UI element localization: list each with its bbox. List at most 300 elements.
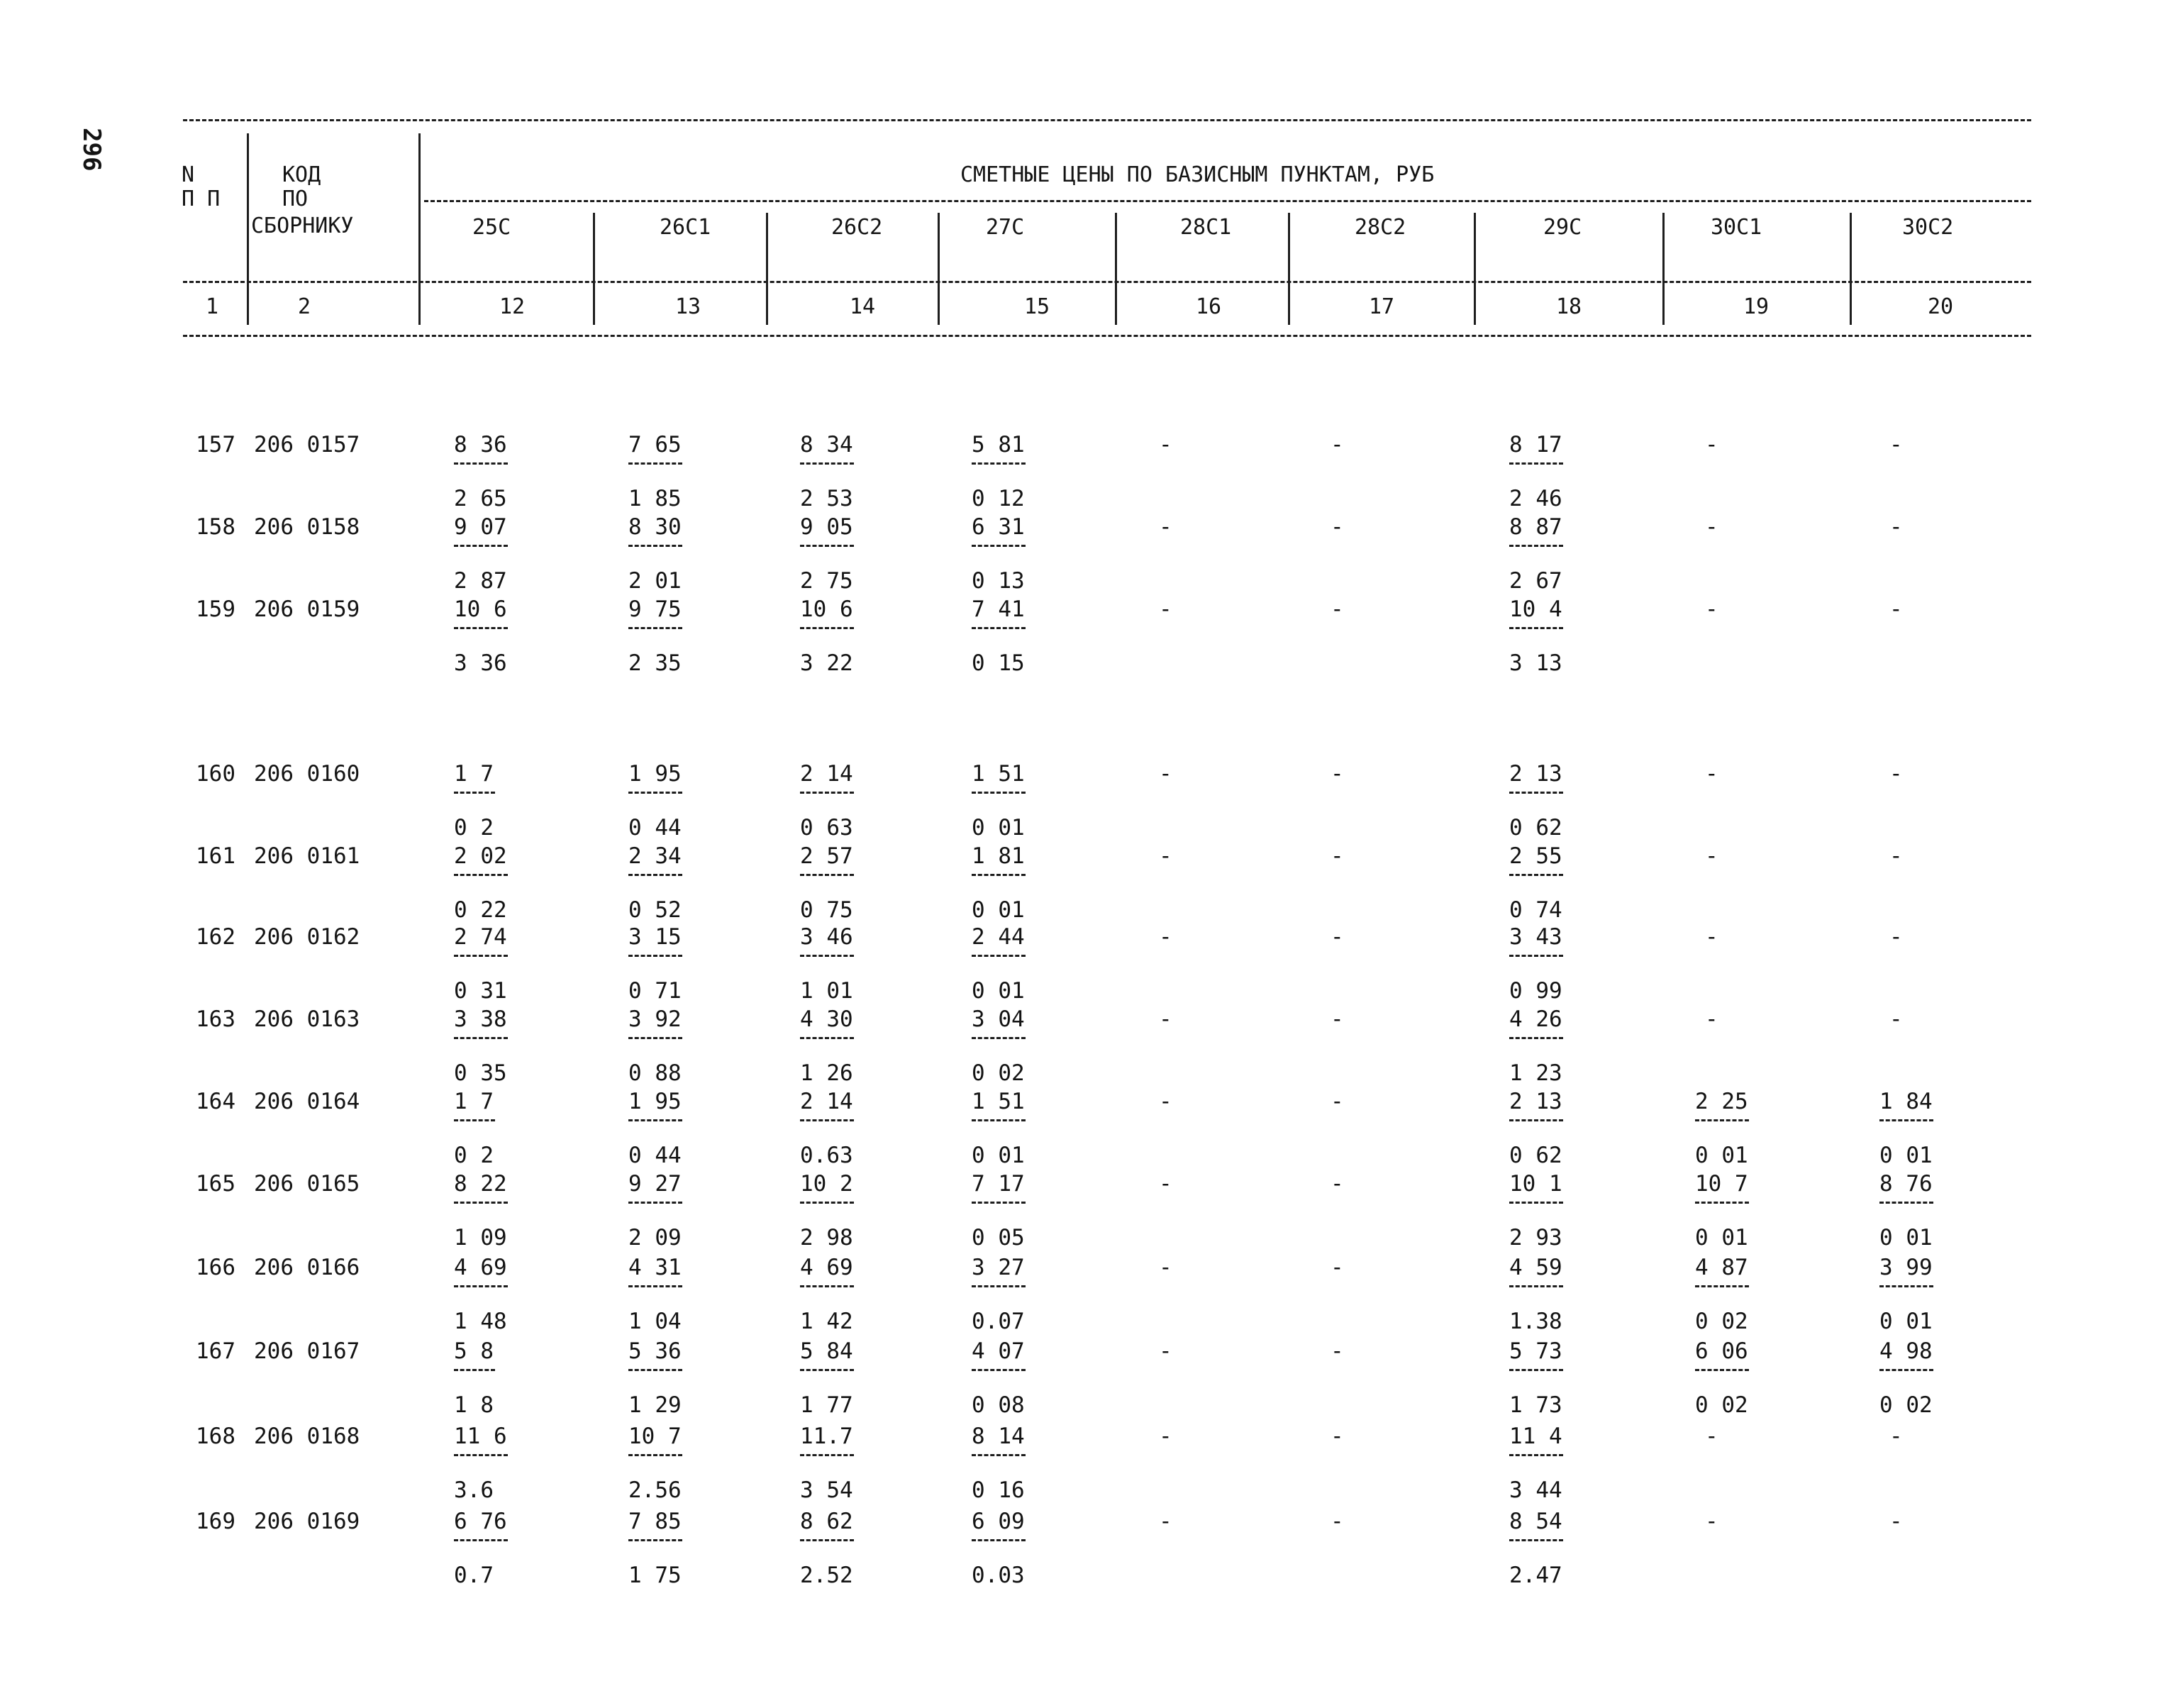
- cell-value: 8 17: [1509, 432, 1562, 458]
- cell-value: 10 4: [1509, 597, 1562, 622]
- cell-value: 5 36: [628, 1338, 682, 1364]
- cell-value: 11 4: [1509, 1424, 1562, 1449]
- cell-subvalue: 2 67: [1509, 568, 1562, 594]
- cell-value: 7 17: [972, 1171, 1025, 1197]
- cell-value: -: [1159, 514, 1172, 540]
- cell-value: -: [1159, 1424, 1172, 1449]
- header-column-number: 20: [1928, 294, 1954, 319]
- row-code: 206 0157: [254, 432, 360, 458]
- fraction-line: [800, 955, 854, 957]
- cell-subvalue: 0 01: [972, 815, 1025, 841]
- cell-value: -: [1159, 843, 1172, 869]
- cell-value: 6 31: [972, 514, 1025, 540]
- cell-subvalue: 1 8: [454, 1392, 494, 1418]
- cell-value: 1 7: [454, 1089, 494, 1114]
- cell-subvalue: 1 75: [628, 1563, 682, 1588]
- fraction-line: [800, 792, 854, 794]
- header-divider: [1115, 213, 1117, 325]
- header-n-line1: N: [182, 162, 195, 187]
- cell-subvalue: 0 01: [1695, 1225, 1748, 1250]
- fraction-line: [1695, 1369, 1749, 1371]
- header-top-rule: [183, 119, 2031, 121]
- fraction-line: [800, 627, 854, 629]
- cell-value: 6 76: [454, 1509, 507, 1534]
- cell-value: -: [1159, 924, 1172, 950]
- cell-value: 3 92: [628, 1006, 682, 1032]
- fraction-line: [1509, 462, 1563, 465]
- cell-value: 8 62: [800, 1509, 853, 1534]
- cell-value: -: [1705, 924, 1718, 950]
- cell-value: 8 76: [1879, 1171, 1933, 1197]
- cell-subvalue: 0 22: [454, 897, 507, 923]
- cell-value: 4 31: [628, 1255, 682, 1280]
- page-number: 296: [77, 128, 106, 172]
- row-number: 157: [196, 432, 235, 458]
- cell-subvalue: 0 62: [1509, 815, 1562, 841]
- row-code: 206 0163: [254, 1006, 360, 1032]
- cell-value: -: [1331, 1424, 1344, 1449]
- header-point-5: 28С1: [1180, 215, 1232, 240]
- fraction-line: [972, 1202, 1026, 1204]
- header-column-number: 13: [675, 294, 701, 319]
- cell-subvalue: 1 85: [628, 486, 682, 511]
- fraction-line: [454, 627, 508, 629]
- header-point-6: 28С2: [1355, 215, 1406, 240]
- cell-value: -: [1889, 432, 1903, 458]
- cell-subvalue: 0 44: [628, 1143, 682, 1168]
- cell-subvalue: 2.56: [628, 1477, 682, 1503]
- header-column-number: 1: [206, 294, 219, 319]
- header-column-number: 12: [499, 294, 526, 319]
- cell-subvalue: 0 12: [972, 486, 1025, 511]
- row-code: 206 0164: [254, 1089, 360, 1114]
- fraction-line: [800, 1285, 854, 1287]
- cell-value: -: [1331, 761, 1344, 787]
- cell-value: 1 95: [628, 761, 682, 787]
- cell-value: -: [1159, 1171, 1172, 1197]
- row-code: 206 0169: [254, 1509, 360, 1534]
- cell-value: -: [1331, 1006, 1344, 1032]
- cell-subvalue: 3 36: [454, 650, 507, 676]
- row-code: 206 0165: [254, 1171, 360, 1197]
- fraction-line: [628, 1369, 682, 1371]
- header-point-4: 27С: [986, 215, 1025, 240]
- cell-subvalue: 0 02: [1695, 1392, 1748, 1418]
- row-number: 162: [196, 924, 235, 950]
- cell-subvalue: 0 01: [1879, 1225, 1933, 1250]
- cell-value: -: [1331, 1509, 1344, 1534]
- row-code: 206 0168: [254, 1424, 360, 1449]
- cell-subvalue: 1 09: [454, 1225, 507, 1250]
- cell-value: 4 07: [972, 1338, 1025, 1364]
- fraction-line: [1509, 1454, 1563, 1456]
- cell-subvalue: 0 02: [972, 1060, 1025, 1086]
- fraction-line: [800, 1119, 854, 1121]
- cell-value: 8 14: [972, 1424, 1025, 1449]
- cell-value: -: [1889, 1509, 1903, 1534]
- header-bottom-rule: [183, 335, 2031, 337]
- row-code: 206 0159: [254, 597, 360, 622]
- fraction-line: [1879, 1285, 1933, 1287]
- fraction-line: [1509, 792, 1563, 794]
- cell-subvalue: 0 62: [1509, 1143, 1562, 1168]
- cell-value: 3 46: [800, 924, 853, 950]
- cell-subvalue: 1 01: [800, 978, 853, 1004]
- cell-value: 5 81: [972, 432, 1025, 458]
- cell-value: -: [1705, 1424, 1718, 1449]
- row-code: 206 0161: [254, 843, 360, 869]
- fraction-line: [1509, 627, 1563, 629]
- cell-subvalue: 3.6: [454, 1477, 494, 1503]
- header-point-1: 25С: [472, 215, 511, 240]
- fraction-line: [1509, 1037, 1563, 1039]
- fraction-line: [800, 545, 854, 547]
- cell-value: -: [1889, 514, 1903, 540]
- cell-value: 4 69: [454, 1255, 507, 1280]
- fraction-line: [454, 462, 508, 465]
- cell-value: 4 30: [800, 1006, 853, 1032]
- cell-value: 3 15: [628, 924, 682, 950]
- header-column-number: 18: [1556, 294, 1582, 319]
- cell-value: -: [1159, 1509, 1172, 1534]
- header-group-rule: [424, 200, 2031, 202]
- cell-value: 5 8: [454, 1338, 494, 1364]
- fraction-line: [628, 955, 682, 957]
- cell-value: -: [1331, 1255, 1344, 1280]
- fraction-line: [454, 1037, 508, 1039]
- fraction-line: [800, 1037, 854, 1039]
- header-code-line1: КОД: [282, 162, 321, 187]
- cell-value: -: [1331, 843, 1344, 869]
- row-code: 206 0158: [254, 514, 360, 540]
- cell-value: -: [1889, 1424, 1903, 1449]
- cell-value: 8 87: [1509, 514, 1562, 540]
- cell-subvalue: 2 01: [628, 568, 682, 594]
- cell-value: 2 74: [454, 924, 507, 950]
- cell-value: 8 30: [628, 514, 682, 540]
- header-column-number: 16: [1196, 294, 1222, 319]
- header-divider: [766, 213, 768, 325]
- cell-subvalue: 0 35: [454, 1060, 507, 1086]
- cell-subvalue: 0 15: [972, 650, 1025, 676]
- fraction-line: [1879, 1119, 1933, 1121]
- header-divider: [1288, 213, 1290, 325]
- fraction-line: [1509, 545, 1563, 547]
- cell-subvalue: 0 13: [972, 568, 1025, 594]
- cell-value: 1 81: [972, 843, 1025, 869]
- header-group-title: СМЕТНЫЕ ЦЕНЫ ПО БАЗИСНЫМ ПУНКТАМ, РУБ: [960, 162, 1435, 187]
- cell-value: 10 6: [800, 597, 853, 622]
- cell-value: -: [1159, 1089, 1172, 1114]
- cell-subvalue: 0 75: [800, 897, 853, 923]
- fraction-line: [1879, 1369, 1933, 1371]
- fraction-line: [628, 1037, 682, 1039]
- cell-subvalue: 0 99: [1509, 978, 1562, 1004]
- fraction-line: [972, 462, 1026, 465]
- row-number: 161: [196, 843, 235, 869]
- cell-value: 2 25: [1695, 1089, 1748, 1114]
- cell-value: -: [1705, 597, 1718, 622]
- cell-value: -: [1331, 1089, 1344, 1114]
- cell-value: 10 2: [800, 1171, 853, 1197]
- cell-subvalue: 1 48: [454, 1309, 507, 1334]
- fraction-line: [454, 1454, 508, 1456]
- cell-value: 4 69: [800, 1255, 853, 1280]
- header-divider: [593, 213, 595, 325]
- fraction-line: [972, 1369, 1026, 1371]
- cell-value: 7 41: [972, 597, 1025, 622]
- cell-value: 11 6: [454, 1424, 507, 1449]
- cell-value: 7 65: [628, 432, 682, 458]
- fraction-line: [800, 462, 854, 465]
- cell-value: 5 84: [800, 1338, 853, 1364]
- cell-value: -: [1705, 1006, 1718, 1032]
- fraction-line: [800, 874, 854, 876]
- cell-subvalue: 1 77: [800, 1392, 853, 1418]
- fraction-line: [454, 1119, 495, 1121]
- fraction-line: [972, 874, 1026, 876]
- fraction-line: [454, 792, 495, 794]
- cell-value: -: [1705, 514, 1718, 540]
- cell-value: 10 7: [1695, 1171, 1748, 1197]
- cell-value: 10 1: [1509, 1171, 1562, 1197]
- cell-value: -: [1705, 432, 1718, 458]
- cell-value: -: [1159, 1255, 1172, 1280]
- row-number: 160: [196, 761, 235, 787]
- header-point-7: 29С: [1543, 215, 1582, 240]
- cell-subvalue: 2 65: [454, 486, 507, 511]
- header-point-2: 26С1: [660, 215, 711, 240]
- fraction-line: [972, 545, 1026, 547]
- fraction-line: [454, 1539, 508, 1541]
- cell-subvalue: 1 23: [1509, 1060, 1562, 1086]
- row-code: 206 0162: [254, 924, 360, 950]
- cell-value: 2 13: [1509, 1089, 1562, 1114]
- header-divider: [1474, 213, 1476, 325]
- header-point-9: 30С2: [1902, 215, 1954, 240]
- fraction-line: [454, 874, 508, 876]
- row-number: 165: [196, 1171, 235, 1197]
- fraction-line: [800, 1202, 854, 1204]
- header-divider: [247, 133, 249, 325]
- fraction-line: [1509, 1285, 1563, 1287]
- cell-subvalue: 0 88: [628, 1060, 682, 1086]
- header-column-number: 14: [850, 294, 876, 319]
- cell-value: 2 44: [972, 924, 1025, 950]
- fraction-line: [972, 1285, 1026, 1287]
- row-number: 158: [196, 514, 235, 540]
- fraction-line: [454, 545, 508, 547]
- cell-value: -: [1331, 514, 1344, 540]
- cell-value: 3 27: [972, 1255, 1025, 1280]
- cell-subvalue: 3 22: [800, 650, 853, 676]
- row-number: 163: [196, 1006, 235, 1032]
- cell-subvalue: 2 46: [1509, 486, 1562, 511]
- cell-value: 2 34: [628, 843, 682, 869]
- cell-subvalue: 0 01: [1879, 1309, 1933, 1334]
- fraction-line: [1509, 874, 1563, 876]
- fraction-line: [972, 627, 1026, 629]
- fraction-line: [628, 545, 682, 547]
- cell-value: 3 99: [1879, 1255, 1933, 1280]
- cell-subvalue: 1 04: [628, 1309, 682, 1334]
- header-n-line2: П П: [182, 187, 221, 211]
- header-divider: [418, 133, 421, 325]
- header-point-3: 26С2: [831, 215, 883, 240]
- cell-subvalue: 1 73: [1509, 1392, 1562, 1418]
- fraction-line: [972, 792, 1026, 794]
- row-number: 164: [196, 1089, 235, 1114]
- cell-value: 7 85: [628, 1509, 682, 1534]
- fraction-line: [972, 1454, 1026, 1456]
- cell-value: 2 57: [800, 843, 853, 869]
- cell-value: 9 07: [454, 514, 507, 540]
- cell-subvalue: 0 01: [1695, 1143, 1748, 1168]
- fraction-line: [1695, 1119, 1749, 1121]
- cell-value: 2 13: [1509, 761, 1562, 787]
- cell-value: 8 54: [1509, 1509, 1562, 1534]
- cell-subvalue: 0 16: [972, 1477, 1025, 1503]
- fraction-line: [972, 1037, 1026, 1039]
- header-column-number: 19: [1743, 294, 1770, 319]
- fraction-line: [1509, 1119, 1563, 1121]
- cell-subvalue: 0 02: [1695, 1309, 1748, 1334]
- cell-value: 2 14: [800, 1089, 853, 1114]
- fraction-line: [628, 1202, 682, 1204]
- fraction-line: [628, 1454, 682, 1456]
- cell-subvalue: 0.07: [972, 1309, 1025, 1334]
- cell-subvalue: 2 09: [628, 1225, 682, 1250]
- header-column-number: 15: [1024, 294, 1050, 319]
- cell-subvalue: 2 87: [454, 568, 507, 594]
- cell-value: 4 59: [1509, 1255, 1562, 1280]
- cell-subvalue: 0 63: [800, 815, 853, 841]
- cell-value: -: [1705, 761, 1718, 787]
- header-divider: [1850, 213, 1852, 325]
- cell-subvalue: 2 98: [800, 1225, 853, 1250]
- fraction-line: [1509, 1202, 1563, 1204]
- header-column-number: 17: [1369, 294, 1395, 319]
- cell-value: 3 04: [972, 1006, 1025, 1032]
- row-number: 168: [196, 1424, 235, 1449]
- cell-value: -: [1705, 1509, 1718, 1534]
- cell-value: 8 34: [800, 432, 853, 458]
- cell-subvalue: 0 02: [1879, 1392, 1933, 1418]
- cell-value: 9 75: [628, 597, 682, 622]
- row-code: 206 0167: [254, 1338, 360, 1364]
- cell-value: 10 7: [628, 1424, 682, 1449]
- fraction-line: [628, 627, 682, 629]
- cell-value: 4 26: [1509, 1006, 1562, 1032]
- cell-value: -: [1159, 1006, 1172, 1032]
- cell-subvalue: 0 74: [1509, 897, 1562, 923]
- cell-subvalue: 2.47: [1509, 1563, 1562, 1588]
- cell-value: -: [1159, 1338, 1172, 1364]
- cell-value: 2 55: [1509, 843, 1562, 869]
- cell-subvalue: 0 2: [454, 815, 494, 841]
- cell-subvalue: 2.52: [800, 1563, 853, 1588]
- header-code-line3: СБОРНИКУ: [251, 214, 354, 238]
- header-sub-rule: [183, 281, 2031, 283]
- row-number: 169: [196, 1509, 235, 1534]
- cell-value: 2 02: [454, 843, 507, 869]
- cell-subvalue: 0 01: [972, 1143, 1025, 1168]
- cell-subvalue: 0 71: [628, 978, 682, 1004]
- fraction-line: [628, 1539, 682, 1541]
- header-code-line2: ПО: [282, 187, 309, 211]
- cell-subvalue: 2 93: [1509, 1225, 1562, 1250]
- cell-value: 1 7: [454, 761, 494, 787]
- cell-value: -: [1331, 597, 1344, 622]
- fraction-line: [1509, 1369, 1563, 1371]
- cell-value: 6 09: [972, 1509, 1025, 1534]
- cell-value: 3 38: [454, 1006, 507, 1032]
- cell-value: 6 06: [1695, 1338, 1748, 1364]
- fraction-line: [454, 1369, 495, 1371]
- header-point-8: 30С1: [1711, 215, 1762, 240]
- cell-subvalue: 3 44: [1509, 1477, 1562, 1503]
- row-number: 159: [196, 597, 235, 622]
- cell-subvalue: 2 75: [800, 568, 853, 594]
- fraction-line: [454, 1202, 508, 1204]
- cell-value: -: [1889, 924, 1903, 950]
- fraction-line: [628, 462, 682, 465]
- cell-value: 5 73: [1509, 1338, 1562, 1364]
- cell-subvalue: 1 29: [628, 1392, 682, 1418]
- fraction-line: [1509, 1539, 1563, 1541]
- fraction-line: [972, 1119, 1026, 1121]
- cell-value: -: [1331, 432, 1344, 458]
- cell-value: -: [1889, 597, 1903, 622]
- cell-value: -: [1889, 843, 1903, 869]
- cell-value: -: [1889, 1006, 1903, 1032]
- cell-subvalue: 0 52: [628, 897, 682, 923]
- cell-value: -: [1889, 761, 1903, 787]
- cell-value: 1 95: [628, 1089, 682, 1114]
- cell-subvalue: 0 05: [972, 1225, 1025, 1250]
- cell-value: 1 51: [972, 1089, 1025, 1114]
- cell-subvalue: 0 2: [454, 1143, 494, 1168]
- cell-value: 10 6: [454, 597, 507, 622]
- cell-subvalue: 2 35: [628, 650, 682, 676]
- cell-value: -: [1159, 761, 1172, 787]
- row-code: 206 0166: [254, 1255, 360, 1280]
- cell-value: 1 84: [1879, 1089, 1933, 1114]
- cell-subvalue: 0 31: [454, 978, 507, 1004]
- fraction-line: [1695, 1285, 1749, 1287]
- header-divider: [1662, 213, 1665, 325]
- cell-subvalue: 2 53: [800, 486, 853, 511]
- row-code: 206 0160: [254, 761, 360, 787]
- cell-value: 2 14: [800, 761, 853, 787]
- fraction-line: [800, 1369, 854, 1371]
- cell-value: 8 22: [454, 1171, 507, 1197]
- cell-subvalue: 0.63: [800, 1143, 853, 1168]
- cell-value: 9 27: [628, 1171, 682, 1197]
- cell-subvalue: 1 26: [800, 1060, 853, 1086]
- row-number: 167: [196, 1338, 235, 1364]
- cell-value: -: [1705, 843, 1718, 869]
- fraction-line: [1695, 1202, 1749, 1204]
- cell-value: -: [1331, 1171, 1344, 1197]
- cell-subvalue: 1 42: [800, 1309, 853, 1334]
- fraction-line: [1509, 955, 1563, 957]
- fraction-line: [800, 1454, 854, 1456]
- fraction-line: [454, 955, 508, 957]
- fraction-line: [628, 1285, 682, 1287]
- cell-value: 11.7: [800, 1424, 853, 1449]
- cell-value: -: [1159, 432, 1172, 458]
